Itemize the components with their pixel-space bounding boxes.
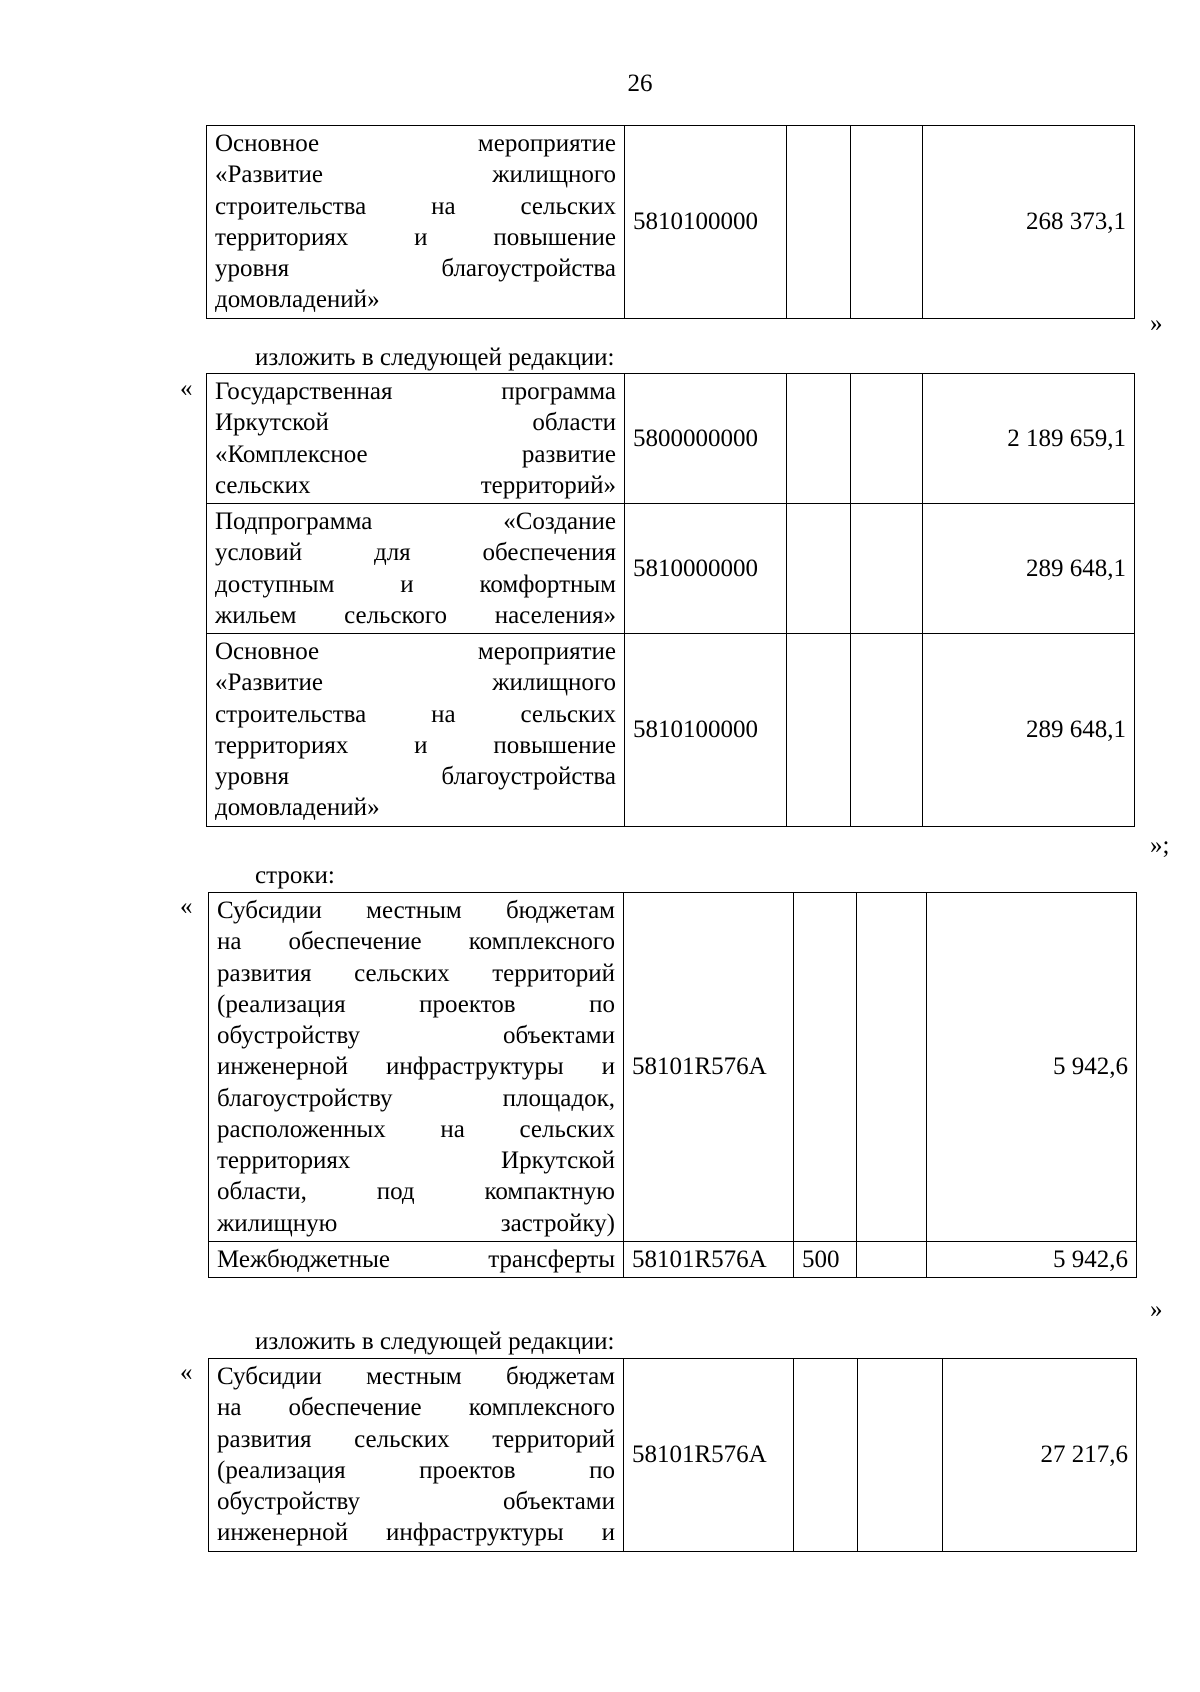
budget-table-old-2 (208, 892, 1137, 1278)
table-body (209, 893, 1137, 1278)
description-line: территориях и повышение (215, 731, 616, 759)
description-line: развития сельских территорий (217, 959, 615, 987)
description-line: территориях Иркутской (217, 1147, 615, 1174)
open-quote-mark: « (180, 375, 193, 402)
table-row (209, 893, 1137, 1242)
item-description (207, 126, 625, 319)
extra-code (851, 504, 923, 634)
extra-code (857, 1241, 927, 1277)
amount-value: 268 373,1 (923, 126, 1135, 319)
description-line: обустройству объектами (217, 1488, 615, 1515)
close-quote-mark: »; (1150, 832, 1170, 859)
table-body (207, 374, 1135, 827)
description-line: развития сельских территорий (217, 1425, 615, 1453)
description-line: (реализация проектов по (217, 990, 615, 1018)
target-article-code: 58101R576A (624, 893, 794, 1242)
description-line: уровня благоустройства (215, 763, 616, 790)
table-body (209, 1359, 1137, 1552)
expense-type-code (787, 374, 851, 504)
amount-value: 27 217,6 (943, 1359, 1137, 1552)
description-line: расположенных на сельских (217, 1115, 615, 1143)
description-line: (реализация проектов по (217, 1456, 615, 1484)
description-line: территориях и повышение (215, 223, 616, 251)
description-line: «Комплексное развитие (215, 440, 616, 468)
section-caption: изложить в следующей редакции: (255, 1328, 615, 1355)
item-description (207, 374, 625, 504)
table-row (207, 634, 1135, 827)
extra-code (858, 1359, 943, 1552)
expense-type-code (787, 126, 851, 319)
description-line: на обеспечение комплексного (217, 928, 615, 956)
description-line: «Развитие жилищного (215, 669, 616, 697)
amount-value: 289 648,1 (923, 634, 1135, 827)
expense-type-code (794, 893, 857, 1242)
description-line: инженерной инфраструктуры и (217, 1519, 615, 1547)
table-row (209, 1241, 1137, 1277)
budget-table-new-1 (206, 373, 1135, 827)
item-description (209, 893, 624, 1242)
open-quote-mark: « (180, 1359, 193, 1386)
table-row (207, 126, 1135, 319)
section-caption: изложить в следующей редакции: (255, 344, 615, 371)
description-line: жилищную застройку) (217, 1209, 615, 1237)
amount-value: 289 648,1 (923, 504, 1135, 634)
target-article-code: 5810100000 (625, 126, 787, 319)
description-line: домовладений» (215, 794, 380, 822)
description-line: благоустройству площадок, (217, 1084, 615, 1112)
description-line: сельских территорий» (215, 471, 616, 499)
table-row (207, 504, 1135, 634)
target-article-code: 5810100000 (625, 634, 787, 827)
description-line: Иркутской области (215, 409, 616, 437)
description-line: условий для обеспечения (215, 539, 616, 567)
amount-value: 5 942,6 (927, 1241, 1137, 1277)
target-article-code: 58101R576A (624, 1241, 794, 1277)
description-line: уровня благоустройства (215, 255, 616, 282)
description-line: Субсидии местным бюджетам (217, 897, 615, 924)
item-description (209, 1359, 624, 1552)
description-line: Основное мероприятие (215, 130, 616, 157)
description-line: доступным и комфортным (215, 570, 616, 598)
description-line: обустройству объектами (217, 1022, 615, 1049)
amount-value: 2 189 659,1 (923, 374, 1135, 504)
expense-type-code (794, 1359, 858, 1552)
budget-table-old-1 (206, 125, 1135, 319)
item-description (207, 504, 625, 634)
target-article-code: 5800000000 (625, 374, 787, 504)
item-description (207, 634, 625, 827)
description-line: на обеспечение комплексного (217, 1394, 615, 1422)
description-line: Основное мероприятие (215, 638, 616, 665)
table-row (209, 1359, 1137, 1552)
page-number: 26 (627, 70, 653, 97)
description-line: Межбюджетные трансферты (217, 1245, 615, 1273)
description-line: Подпрограмма «Создание (215, 508, 616, 535)
description-line: Государственная программа (215, 378, 616, 405)
description-line: домовладений» (215, 286, 380, 314)
description-line: строительства на сельских (215, 192, 616, 220)
close-quote-mark: » (1150, 1296, 1163, 1323)
description-line: «Развитие жилищного (215, 161, 616, 189)
target-article-code: 5810000000 (625, 504, 787, 634)
description-line: жильем сельского населения» (215, 601, 616, 629)
table-body (207, 126, 1135, 319)
extra-code (851, 126, 923, 319)
expense-type-code (787, 504, 851, 634)
description-line: строительства на сельских (215, 700, 616, 728)
amount-value: 5 942,6 (927, 893, 1137, 1242)
target-article-code: 58101R576A (624, 1359, 794, 1552)
item-description (209, 1241, 624, 1277)
section-caption: строки: (255, 862, 335, 889)
open-quote-mark: « (180, 893, 193, 920)
description-line: Субсидии местным бюджетам (217, 1363, 615, 1390)
table-row (207, 374, 1135, 504)
description-line: области, под компактную (217, 1178, 615, 1206)
extra-code (851, 634, 923, 827)
extra-code (851, 374, 923, 504)
description-line: инженерной инфраструктуры и (217, 1053, 615, 1081)
expense-type-code: 500 (794, 1241, 857, 1277)
close-quote-mark: » (1150, 310, 1163, 337)
budget-table-new-2 (208, 1358, 1137, 1552)
expense-type-code (787, 634, 851, 827)
extra-code (857, 893, 927, 1242)
